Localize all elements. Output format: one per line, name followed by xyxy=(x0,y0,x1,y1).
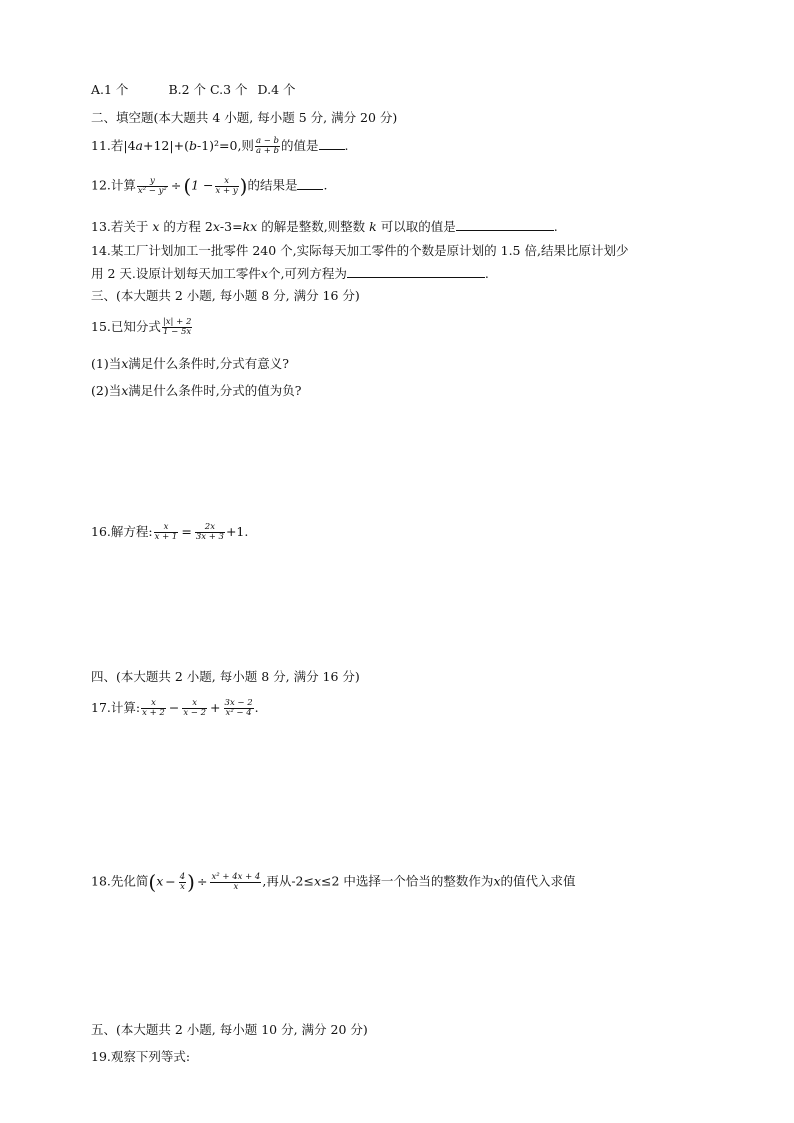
q13-text-1: 13.若关于 xyxy=(91,219,149,234)
q18-fraction-2 xyxy=(210,873,261,892)
q13-text-3: -3= xyxy=(219,219,243,234)
q17-prefix: 17.计算: xyxy=(91,699,141,715)
q14-var-x: x xyxy=(260,266,268,281)
q16-prefix: 16.解方程: xyxy=(91,523,153,539)
question-14-line-1: 14.某工厂计划加工一批零件 240 个,实际每天加工零件的个数是原计划的 1.5 倍,结果比原计划少 xyxy=(91,243,629,258)
option-d: D.4 个 xyxy=(257,82,296,97)
question-15-part-2 xyxy=(91,383,301,398)
q13-text-5: 可以取的值是 xyxy=(380,219,456,234)
q11-suffix: 的值是 xyxy=(280,138,319,153)
q17-numerator-1: x xyxy=(141,699,166,709)
q14-text-1: 用 2 天.设原计划每天加工零件 xyxy=(91,266,261,281)
q11-prefix: 11.若|4 xyxy=(91,138,136,153)
q13-text-2: 的方程 2 xyxy=(163,219,213,234)
q11-tail: -1)²=0,则 xyxy=(196,138,254,153)
q13-var-x2: x xyxy=(212,219,220,234)
q18-text-3: 的值代入求值 xyxy=(500,873,576,889)
question-18 xyxy=(91,872,576,892)
q16-numerator-2: 2x xyxy=(195,523,225,533)
q18-var-x3: x xyxy=(493,873,501,889)
q17-numerator-3: 3x − 2 xyxy=(224,698,253,708)
q11-answer-blank[interactable] xyxy=(319,137,345,150)
q12-divide-sign: ÷ xyxy=(170,177,182,193)
q12-one-minus: 1 − xyxy=(191,177,214,193)
q17-end: . xyxy=(254,699,259,715)
q18-fraction-1 xyxy=(179,873,186,892)
q13-var-kx: kx xyxy=(242,219,258,234)
section-4-header: 四、(本大题共 2 小题, 每小题 8 分, 满分 16 分) xyxy=(91,669,360,684)
question-12 xyxy=(91,176,327,196)
q18-right-paren: ) xyxy=(187,870,195,894)
q11-mid: +12|+( xyxy=(143,138,189,153)
q18-denominator-1: x xyxy=(180,881,185,892)
q17-minus-sign: − xyxy=(168,699,180,715)
q11-fraction xyxy=(255,137,280,156)
q17-denominator-1: x + 2 xyxy=(142,707,165,718)
q18-divide-sign: ÷ xyxy=(196,873,208,889)
q11-denominator: a + b xyxy=(255,146,279,156)
q18-denominator-2: x xyxy=(233,881,239,892)
option-a: A.1 个 xyxy=(91,82,129,97)
section-2-header: 二、填空题(本大题共 4 小题, 每小题 5 分, 满分 20 分) xyxy=(91,110,398,125)
q17-denominator-3: x² − 4 xyxy=(225,707,252,718)
q13-text-4: 的解是整数,则整数 xyxy=(261,219,366,234)
q18-var-x: x xyxy=(156,873,164,889)
q12-numerator-2: x xyxy=(215,177,239,187)
q15-part-2-var-x: x xyxy=(121,383,129,398)
q15-denominator: 1 − 5x xyxy=(163,326,192,337)
q12-answer-blank[interactable] xyxy=(297,177,323,190)
q12-left-paren: ( xyxy=(183,174,192,198)
q14-answer-blank[interactable] xyxy=(347,265,485,278)
question-15 xyxy=(91,318,193,337)
q15-part-1-a: (1)当 xyxy=(91,356,122,371)
question-16 xyxy=(91,523,248,542)
q12-denominator-1: x² − y² xyxy=(137,185,167,196)
q12-prefix: 12.计算 xyxy=(91,177,136,193)
q18-left-paren: ( xyxy=(148,870,157,894)
q18-text-2: ≤2 中选择一个恰当的整数作为 xyxy=(321,873,494,889)
q12-fraction-2 xyxy=(215,177,239,196)
mc-options-row xyxy=(91,82,296,97)
q15-numerator: |x| + 2 xyxy=(162,317,192,327)
question-11 xyxy=(91,137,348,156)
q11-end: . xyxy=(344,138,349,153)
q12-denominator-2: x + y xyxy=(215,185,238,196)
q15-fraction xyxy=(162,318,192,337)
q14-text-2: 个,可列方程为 xyxy=(267,266,347,281)
q16-equals-sign: = xyxy=(181,523,192,539)
q15-prefix: 15.已知分式 xyxy=(91,318,161,334)
section-5-header: 五、(本大题共 2 小题, 每小题 10 分, 满分 20 分) xyxy=(91,1022,368,1037)
q15-part-2-a: (2)当 xyxy=(91,383,122,398)
question-14-line-2 xyxy=(91,265,489,281)
q18-var-x2: x xyxy=(313,873,322,889)
q18-minus-sign: − xyxy=(165,873,176,889)
q12-suffix: 的结果是 xyxy=(247,177,298,193)
q14-end: . xyxy=(484,266,489,281)
question-15-part-1 xyxy=(91,356,289,371)
question-19: 19.观察下列等式: xyxy=(91,1049,191,1064)
q16-numerator-1: x xyxy=(154,523,179,533)
q11-numerator: a − b xyxy=(255,136,279,147)
q17-fraction-1 xyxy=(141,699,166,718)
section-3-header: 三、(本大题共 2 小题, 每小题 8 分, 满分 16 分) xyxy=(91,288,360,303)
q17-denominator-2: x − 2 xyxy=(183,707,207,718)
q17-fraction-3 xyxy=(224,699,254,718)
q13-end: . xyxy=(553,219,558,234)
q17-numerator-2: x xyxy=(182,699,207,709)
q17-plus-sign: + xyxy=(210,699,221,715)
q13-var-k: k xyxy=(369,219,377,234)
q12-end: . xyxy=(323,177,328,193)
q18-prefix: 18.先化简 xyxy=(91,873,149,889)
question-13 xyxy=(91,218,558,234)
q15-part-1-b: 满足什么条件时,分式有意义? xyxy=(128,356,289,371)
q17-fraction-2 xyxy=(182,699,207,718)
option-b: B.2 个 xyxy=(168,82,207,97)
q18-text-1: ,再从-2≤ xyxy=(262,873,314,889)
q13-answer-blank[interactable] xyxy=(456,218,554,231)
question-17 xyxy=(91,699,259,718)
q16-fraction-1 xyxy=(154,523,179,542)
q13-var-x: x xyxy=(152,219,160,234)
q15-part-1-var-x: x xyxy=(121,356,129,371)
q11-var-b: b xyxy=(188,138,197,153)
q12-right-paren: ) xyxy=(239,174,248,198)
q16-denominator-1: x + 1 xyxy=(154,531,178,542)
q15-part-2-b: 满足什么条件时,分式的值为负? xyxy=(128,383,302,398)
option-c: C.3 个 xyxy=(210,82,248,97)
q16-denominator-2: 3x + 3 xyxy=(195,531,224,542)
q16-fraction-2 xyxy=(195,523,225,542)
q12-fraction-1 xyxy=(137,177,168,196)
q18-numerator-1: 4 xyxy=(179,871,186,882)
q18-numerator-2: x² + 4x + 4 xyxy=(211,871,261,882)
q12-numerator-1: y xyxy=(137,177,168,187)
q11-var-a: a xyxy=(135,138,143,153)
q16-suffix: +1. xyxy=(225,523,249,539)
